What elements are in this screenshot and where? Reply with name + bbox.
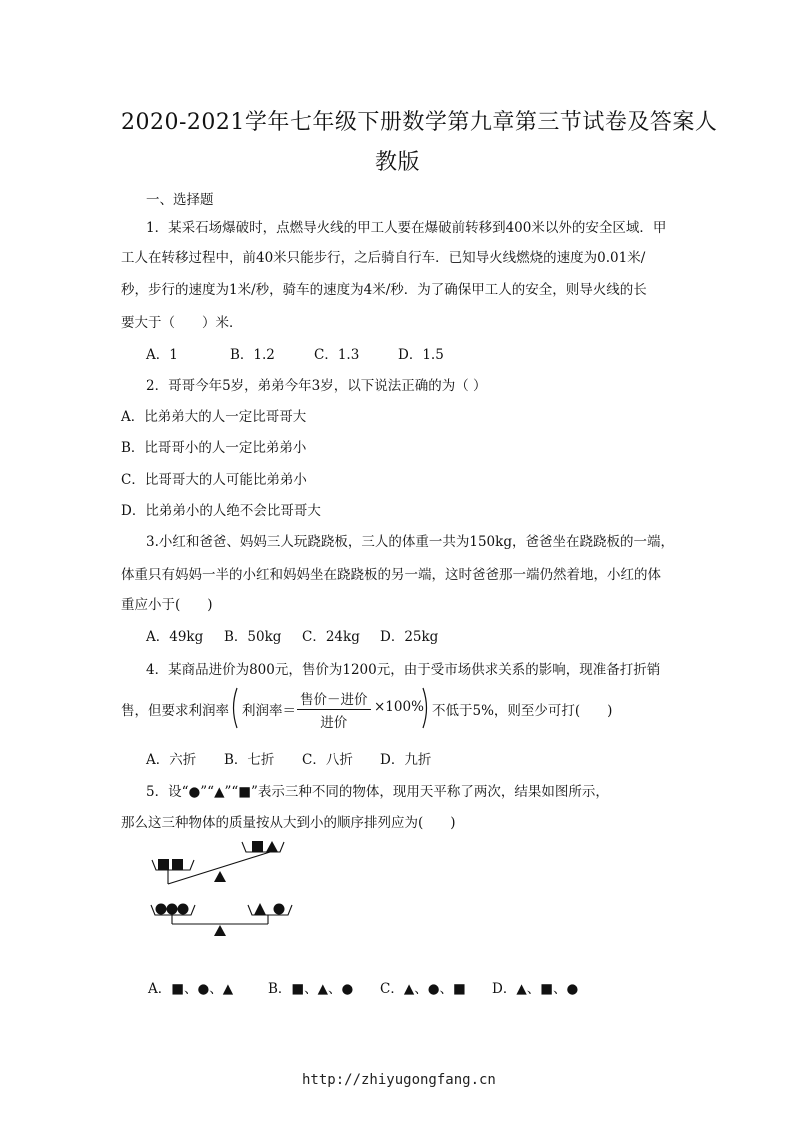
q2-option-c: C．比哥哥大的人可能比弟弟小 bbox=[121, 472, 307, 488]
q5-choice-b: B．■、▲、● bbox=[268, 981, 354, 997]
section-heading: 一、选择题 bbox=[146, 192, 214, 208]
q4-fraction-denominator: 进价 bbox=[320, 715, 348, 731]
q3-line-2: 体重只有妈妈一半的小红和妈妈坐在跷跷板的另一端，这时爸爸那一端仍然着地，小红的体 bbox=[121, 567, 661, 583]
q5-line-1: 5．设“●”“▲”“■”表示三种不同的物体，现用天平称了两次，结果如图所示， bbox=[146, 784, 609, 800]
left-paren-icon bbox=[229, 687, 239, 729]
q3-choice-a: A．49kg bbox=[146, 629, 204, 645]
q4-formula-times: ×100% bbox=[374, 699, 424, 715]
q1-choice-b: B．1.2 bbox=[230, 347, 275, 363]
q2-stem: 2．哥哥今年5岁，弟弟今年3岁，以下说法正确的为（ ） bbox=[146, 378, 487, 394]
q4-choice-a: A．六折 bbox=[146, 752, 197, 768]
q3-choice-c: C．24kg bbox=[302, 629, 360, 645]
circle-icon bbox=[274, 904, 285, 915]
q4-post-text: 不低于5%，则至少可打( ) bbox=[432, 703, 613, 719]
q2-option-b: B．比哥哥小的人一定比弟弟小 bbox=[121, 440, 307, 456]
square-icon bbox=[172, 859, 183, 870]
q3-line-1: 3.小红和爸爸、妈妈三人玩跷跷板，三人的体重一共为150kg，爸爸坐在跷跷板的一端， bbox=[146, 534, 674, 550]
q5-line-2: 那么这三种物体的质量按从大到小的顺序排列应为( ) bbox=[121, 815, 456, 831]
q5-choice-d: D．▲、■、● bbox=[492, 981, 579, 997]
triangle-icon bbox=[266, 841, 278, 852]
q4-choice-b: B．七折 bbox=[224, 752, 275, 768]
q1-line-4: 要大于（ ）米． bbox=[121, 315, 243, 331]
q4-choice-c: C．八折 bbox=[302, 752, 353, 768]
footer-url[interactable]: http://zhiyugongfang.cn bbox=[302, 1072, 496, 1088]
q4-formula-lhs: 利润率＝ bbox=[242, 703, 296, 719]
square-icon bbox=[158, 859, 169, 870]
title-line-2: 教版 bbox=[375, 150, 421, 175]
q1-choice-d: D．1.5 bbox=[398, 347, 444, 363]
q2-option-d: D．比弟弟小的人绝不会比哥哥大 bbox=[121, 503, 321, 519]
q4-line-1: 4．某商品进价为800元，售价为1200元，由于受市场供求关系的影响，现准备打折销 bbox=[146, 662, 661, 678]
q5-choice-c: C．▲、●、■ bbox=[380, 981, 466, 997]
q4-pre-text: 售，但要求利润率 bbox=[121, 703, 229, 719]
q3-choice-b: B．50kg bbox=[224, 629, 282, 645]
q4-fraction bbox=[297, 688, 371, 731]
circle-icon bbox=[178, 904, 189, 915]
balance-diagram bbox=[148, 832, 298, 942]
fulcrum-2-icon bbox=[214, 925, 226, 936]
square-icon bbox=[252, 841, 263, 852]
q1-choice-a: A．1 bbox=[146, 347, 178, 363]
q3-choice-d: D．25kg bbox=[380, 629, 439, 645]
q3-line-3: 重应小于( ) bbox=[121, 597, 213, 613]
circle-icon bbox=[156, 904, 167, 915]
title-line-1: 2020-2021学年七年级下册数学第九章第三节试卷及答案人 bbox=[121, 110, 718, 135]
fulcrum-1-icon bbox=[214, 871, 226, 882]
triangle-icon bbox=[254, 903, 266, 915]
q2-option-a: A．比弟弟大的人一定比哥哥大 bbox=[121, 409, 307, 425]
q4-fraction-numerator: 售价－进价 bbox=[297, 688, 371, 710]
q1-line-3: 秒，步行的速度为1米/秒，骑车的速度为4米/秒．为了确保甲工人的安全，则导火线的长 bbox=[121, 282, 647, 298]
q1-line-1: 1．某采石场爆破时，点燃导火线的甲工人要在爆破前转移到400米以外的安全区域．甲 bbox=[146, 220, 667, 236]
q1-line-2: 工人在转移过程中，前40米只能步行，之后骑自行车．已知导火线燃烧的速度为0.01米/ bbox=[121, 250, 646, 266]
q4-choice-d: D．九折 bbox=[380, 752, 432, 768]
right-paren-icon bbox=[421, 687, 431, 729]
circle-icon bbox=[167, 904, 178, 915]
q1-choice-c: C．1.3 bbox=[314, 347, 360, 363]
q5-choice-a: A．■、●、▲ bbox=[148, 981, 234, 997]
